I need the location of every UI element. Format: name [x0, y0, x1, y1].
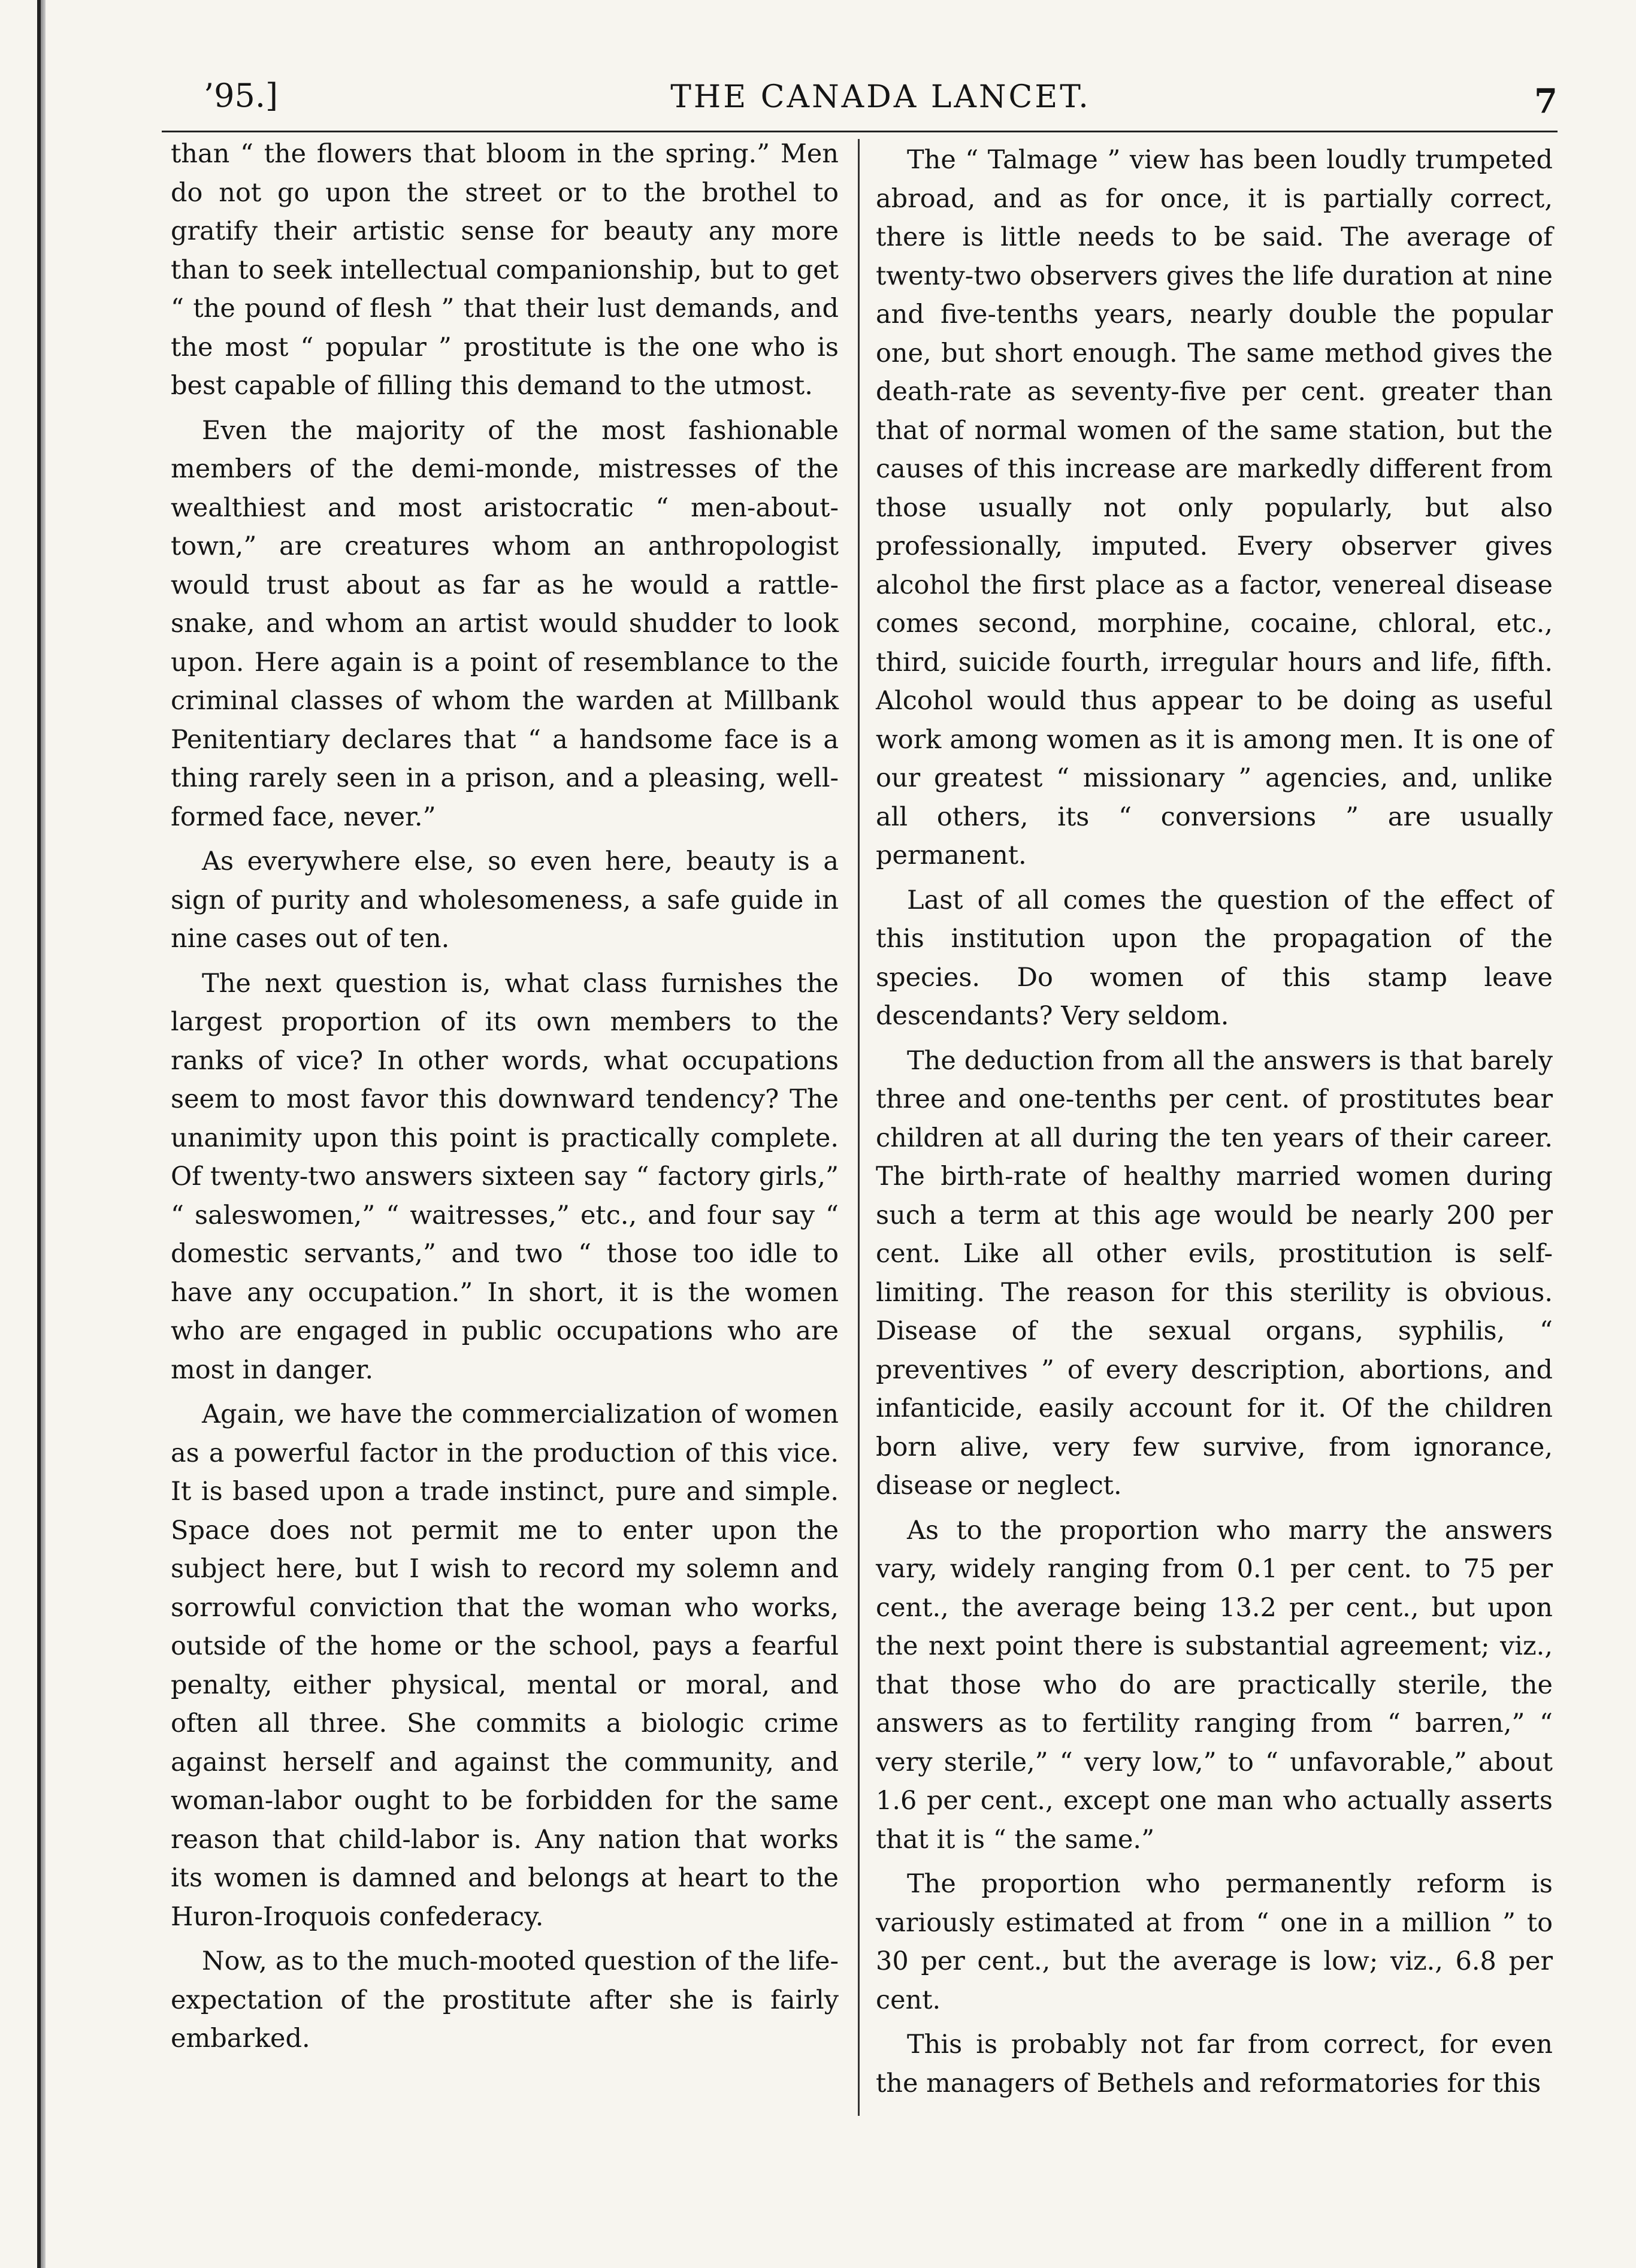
- paragraph: The “ Talmage ” view has been loudly trumpeted abroad, and as for once, it is partially correct, there is little needs to be said. The average of twenty-two observers gives the life duration at nine and five-tenths years, nearly double the popular one, but short enough. The same method gives the death-rate as seventy-five per cent. greater than that of normal women of the same station, but the causes of this increase are markedly different from those usually not only popularly, but also professionally, imputed. Every observer gives alcohol the first place as a factor, venereal disease comes second, morphine, cocaine, chloral, etc., third, suicide fourth, irregular hours and life, fifth. Alcohol would thus appear to be doing as useful work among women as it is among men. It is one of our greatest “ missionary ” agencies, and, unlike all others, its “ conversions ” are usually permanent.: [876, 145, 1553, 870]
- running-title: THE CANADA LANCET.: [670, 79, 1091, 115]
- paragraph: than “ the flowers that bloom in the spring.” Men do not go upon the street or to the brothel to gratify their artistic sense for beauty any more than to seek intellectual companionship, but to get “ the pound of flesh ” that their lust demands, and the most “ popular ” prostitute is the one who is best capable of filling this demand to the utmost.: [171, 139, 839, 401]
- paragraph: Last of all comes the question of the effect of this institution upon the propagation of the species. Do women of this stamp leave descendants? Very seldom.: [876, 885, 1553, 1031]
- header-rule: [162, 131, 1558, 132]
- page-header: [204, 71, 1558, 137]
- page-number: 7: [1534, 81, 1558, 121]
- paragraph: The proportion who permanently reform is variously estimated at from “ one in a million ” to 30 per cent., but the average is low; viz., 6.8 per cent.: [876, 1869, 1553, 2015]
- page-binding-edge: [37, 0, 46, 2268]
- paragraph: Even the majority of the most fashionable members of the demi-monde, mistresses of the wealthiest and most aristocratic “ men-about-town,” are creatures whom an anthropologist would trust about as far as he would a rattle-snake, and whom an artist would shudder to look upon. Here again is a point of resemblance to the criminal classes of whom the warden at Millbank Penitentiary declares that “ a handsome face is a thing rarely seen in a prison, and a pleasing, well-formed face, never.”: [171, 415, 839, 832]
- paragraph: The deduction from all the answers is that barely three and one-tenths per cent. of prostitutes bear children at all during the ten years of their career. The birth-rate of healthy married women during such a term at this age would be nearly 200 per cent. Like all other evils, prostitution is self-limiting. The reason for this sterility is obvious. Disease of the sexual organs, syphilis, “ preventives ” of every description, abortions, and infanticide, easily account for it. Of the children born alive, very few survive, from ignorance, disease or neglect.: [876, 1045, 1553, 1501]
- paragraph: As to the proportion who marry the answers vary, widely ranging from 0.1 per cent. to 75 per cent., the average being 13.2 per cent., but upon the next point there is substantial agreement; viz., that those who do are practically sterile, the answers as to fertility ranging from “ barren,” “ very sterile,” “ very low,” to “ unfavorable,” about 1.6 per cent., except one man who actually asserts that it is “ the same.”: [876, 1515, 1553, 1855]
- paragraph: This is probably not far from correct, for even the managers of Bethels and reformatories for this: [876, 2030, 1553, 2098]
- paragraph: Now, as to the much-mooted question of the life-expectation of the prostitute after she is fairly embarked.: [171, 1946, 839, 2054]
- folio-year: ’95.]: [204, 77, 279, 114]
- right-column: [876, 141, 1553, 2109]
- paragraph: The next question is, what class furnishes the largest proportion of its own members to the ranks of vice? In other words, what occupations seem to most favor this downward tendency? The unanimity upon this point is practically complete. Of twenty-two answers sixteen say “ factory girls,” “ saleswomen,” “ waitresses,” etc., and four say “ domestic servants,” and two “ those too idle to have any occupation.” In short, it is the women who are engaged in public occupations who are most in danger.: [171, 968, 839, 1385]
- left-column: [171, 135, 839, 2064]
- paragraph: Again, we have the commercialization of women as a powerful factor in the production of this vice. It is based upon a trade instinct, pure and simple. Space does not permit me to enter upon the subject here, but I wish to record my solemn and sorrowful conviction that the woman who works, outside of the home or the school, pays a fearful penalty, either physical, mental or moral, and often all three. She commits a biologic crime against herself and against the community, and woman-labor ought to be forbidden for the same reason that child-labor is. Any nation that works its women is damned and belongs at heart to the Huron-Iroquois confederacy.: [171, 1399, 839, 1932]
- paragraph: As everywhere else, so even here, beauty is a sign of purity and wholesomeness, a safe guide in nine cases out of ten.: [171, 846, 839, 954]
- column-divider: [858, 139, 860, 2116]
